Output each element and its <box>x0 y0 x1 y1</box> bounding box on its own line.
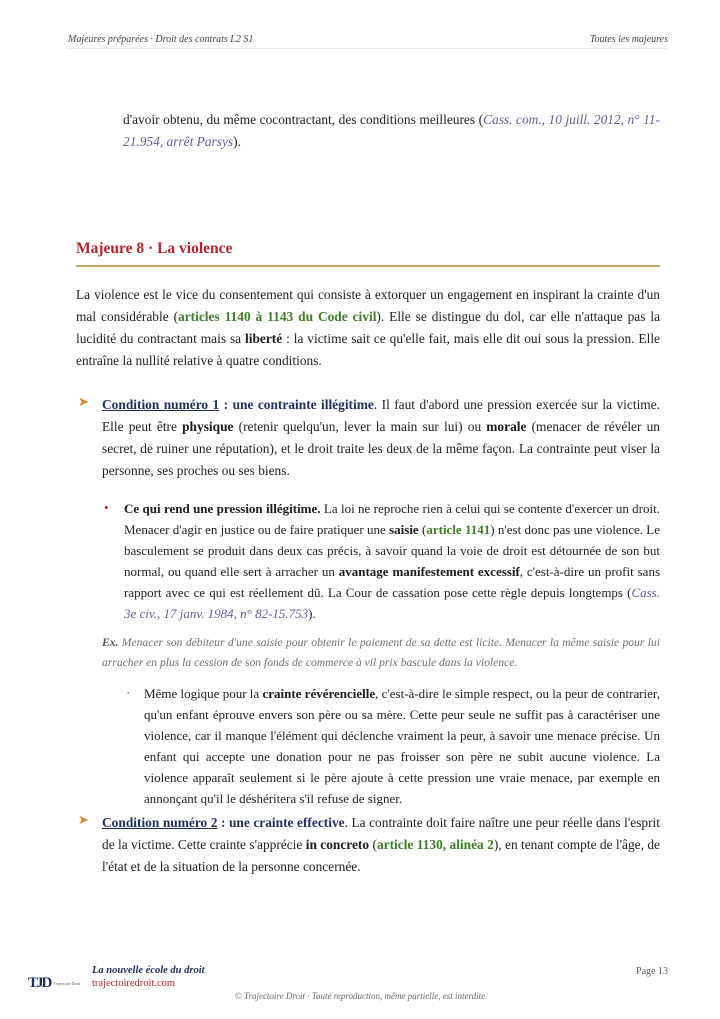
section-bold-liberte: liberté <box>245 331 283 346</box>
condition-1-text-3: (menacer de révéler un secret, de ruiner une réputation), et le droit traite les deux de la même façon. La contrainte peut viser la personne, ses proches ou ses biens. <box>102 419 660 478</box>
condition-1-bold-physique: physique <box>182 419 234 434</box>
condition-1-separator: : <box>219 397 233 412</box>
section-text-1: La violence est le vice du consentement qui consiste à extorquer un engagement en inspirant la crainte d'un mal considérable ( <box>76 287 660 324</box>
bullet-1-text-5: ). <box>308 606 316 621</box>
condition-2-text-3: ), en tenant compte de l'âge, de l'état et de la situation de la personne concernée. <box>102 837 660 874</box>
brand-logo <box>28 975 80 992</box>
section-rule <box>76 265 660 267</box>
bullet-1-text-4: , c'est-à-dire un profit sans rapport avec ce qui est réellement dû. La Cour de cassation pose cette règle depuis longtemps ( <box>124 564 660 600</box>
arrow-right-icon-2: ➤ <box>78 812 89 827</box>
arrow-right-icon: ➤ <box>78 394 89 409</box>
condition-1-title: Condition numéro 1 <box>102 397 220 412</box>
intro-end: ). <box>233 134 241 149</box>
section-paragraph <box>76 284 660 372</box>
example-label: Ex. <box>102 636 119 649</box>
sub-bullet-text-2: , c'est-à-dire le simple respect, ou la peur de contrarier, qu'un enfant éprouve envers son père ou sa mère. Cette peur seule ne suffit pas à caractériser une violence, car il manque l'élément qui déclenche vraiment la peur, à savoir une menace précise. Un enfant qui accepte une donation pour ne pas froisser son père ne subit aucune violence. La violence apparaît seulement si le père ajoute à cette pression une vraie menace, par exemple en annonçant qu'il le déshéritera s'il refuse de signer. <box>144 686 660 806</box>
sub-bullet-text-1: Même logique pour la <box>144 686 263 701</box>
condition-1-paragraph <box>102 394 660 482</box>
condition-2-title: Condition numéro 2 <box>102 815 218 830</box>
header-rule <box>66 48 668 49</box>
condition-1-text-2: (retenir quelqu'un, lever la main sur lui) ou <box>233 419 487 434</box>
sub-bullet-bold: crainte révérencielle <box>262 686 376 701</box>
condition-1-bold-morale: morale <box>486 419 527 434</box>
bullet-1-paragraph <box>124 498 660 624</box>
section-reference: articles 1140 à 1143 du Code civil <box>178 309 377 324</box>
condition-2-paragraph <box>102 812 660 878</box>
condition-1-subtitle: une contrainte illégitime <box>232 397 374 412</box>
bullet-1-text-1: La loi ne reproche rien à celui qui se contente d'exercer un droit. Menacer d'agir en justice ou de faire pratiquer une <box>124 501 660 537</box>
footer-url-link[interactable]: trajectoiredroit.com <box>92 978 176 989</box>
page-number: Page 13 <box>636 966 668 977</box>
bullet-icon: • <box>104 500 109 515</box>
header-left: Majeures préparées · Droit des contrats L2 S1 <box>68 34 254 45</box>
bullet-1-text-3: ) n'est donc pas une violence. Le basculement se produit dans deux cas précis, à savoir quand la voie de droit est détournée de son but normal, ou quand elle sert à arracher un <box>124 522 660 579</box>
bullet-1-lead: Ce qui rend une pression illégitime. <box>124 501 321 516</box>
bullet-1-reference: article 1141 <box>426 522 491 537</box>
section-text-3: : la victime sait ce qu'elle fait, mais elle dit oui sous la pression. Elle entraîne la nullité relative à quatre conditions. <box>76 331 660 368</box>
condition-2-text-1: . La contrainte doit faire naître une peur réelle dans l'esprit de la victime. Cette crainte s'apprécie <box>102 815 660 852</box>
footer-brand: La nouvelle école du droit <box>92 965 205 976</box>
sub-bullet-icon: · <box>126 685 131 700</box>
bullet-1-text-2: ( <box>418 522 427 537</box>
condition-2-subtitle: une crainte effective <box>228 815 345 830</box>
sub-bullet-paragraph <box>144 683 660 809</box>
section-title: Majeure 8 · La violence <box>76 240 233 257</box>
intro-text: d'avoir obtenu, du même cocontractant, des conditions meilleures ( <box>123 112 484 127</box>
logo-mark: TJD <box>28 975 51 991</box>
condition-1-text-1: . Il faut d'abord une pression exercée sur la victime. Elle peut être <box>102 397 660 434</box>
intro-citation: Cass. com., 10 juill. 2012, n° 11-21.954, arrêt Parsys <box>123 112 660 149</box>
example-text: Menacer son débiteur d'une saisie pour obtenir le paiement de sa dette est licite. Menacer la même saisie pour lui arracher en plus la cession de son fonds de commerce à vil prix bascule dans la violence. <box>102 636 660 669</box>
example-paragraph <box>102 633 660 672</box>
header-right: Toutes les majeures <box>589 34 668 45</box>
logo-text: Trajectoire Droit <box>53 981 81 986</box>
intro-paragraph <box>123 109 660 153</box>
condition-2-reference: article 1130, alinéa 2 <box>376 837 494 852</box>
condition-2-text-2: ( <box>369 837 377 852</box>
section-text-2: ). Elle se distingue du dol, car elle n'attaque pas la lucidité du contractant mais sa <box>76 309 661 346</box>
bullet-1-citation: Cass. 3e civ., 17 janv. 1984, n° 82-15.753 <box>124 585 660 621</box>
footer-copyright: © Trajectoire Droit · Toute reproduction, même partielle, est interdite <box>234 991 486 1001</box>
condition-2-bold-in-concreto: in concreto <box>305 837 370 852</box>
bullet-1-bold-avantage: avantage manifestement excessif <box>338 564 520 579</box>
condition-2-separator: : <box>217 815 229 830</box>
bullet-1-bold-saisie: saisie <box>389 522 419 537</box>
